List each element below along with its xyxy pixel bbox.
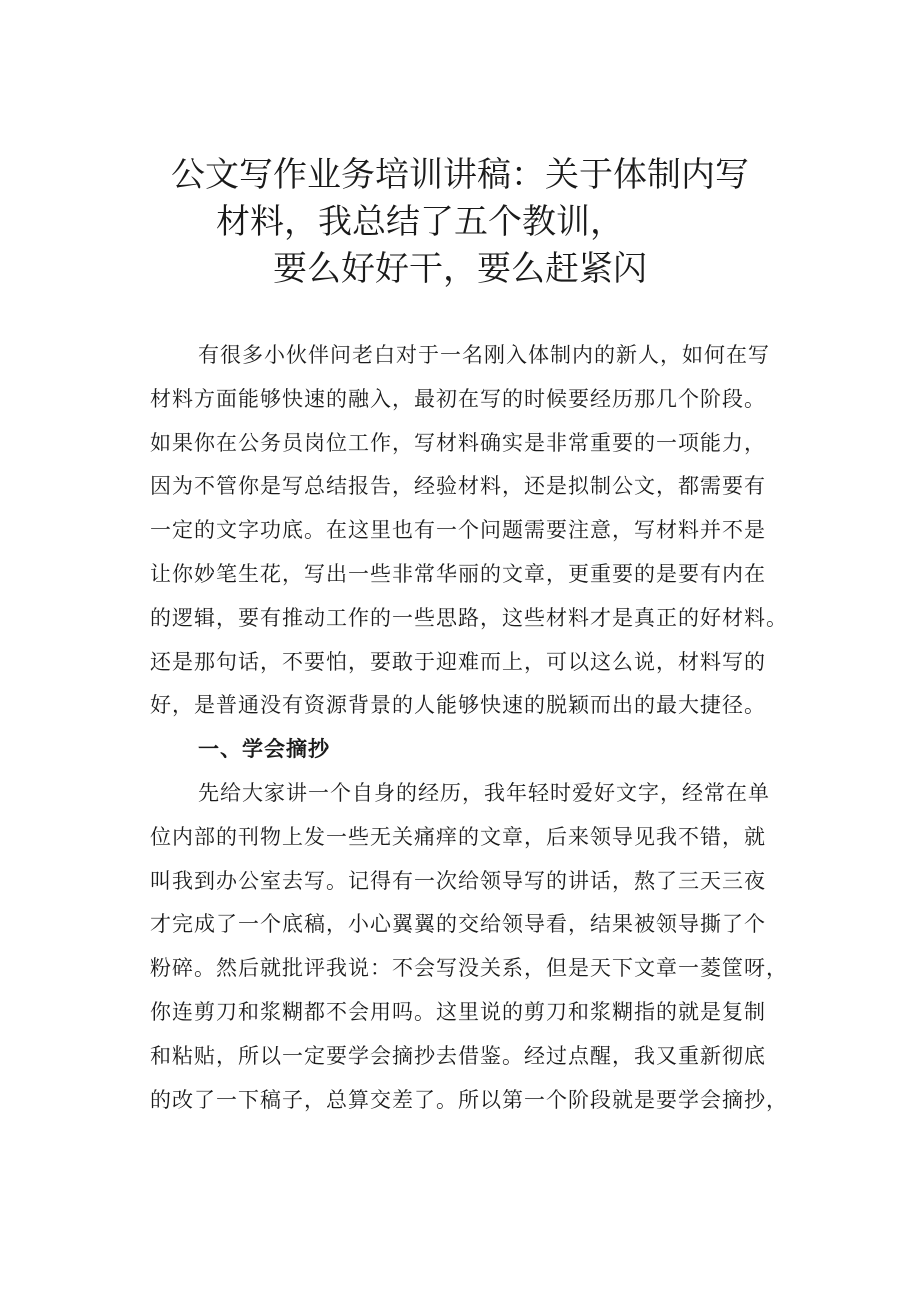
text-line: 的逻辑，要有推动工作的一些思路，这些材料才是真正的好材料。 xyxy=(150,605,788,630)
text-line: 好，是普通没有资源背景的人能够快速的脱颖而出的最大捷径。 xyxy=(150,693,766,718)
text-line: 粉碎。然后就批评我说：不会写没关系，但是天下文章一菱筐呀， xyxy=(150,956,788,981)
paragraph-section1 xyxy=(150,772,815,1122)
document-title xyxy=(120,152,800,293)
title-line: 要么好好干，要么赶紧闪 xyxy=(273,249,647,289)
title-line: 材料，我总结了五个教训， xyxy=(216,202,624,242)
text-line: 先给大家讲一个自身的经历，我年轻时爱好文字，经常在单 xyxy=(198,780,770,805)
text-line: 叫我到办公室去写。记得有一次给领导写的讲话，熬了三天三夜 xyxy=(150,868,766,893)
title-line: 公文写作业务培训讲稿：关于体制内写 xyxy=(171,155,749,195)
text-line: 材料方面能够快速的融入，最初在写的时候要经历那几个阶段。 xyxy=(150,386,766,411)
text-line: 位内部的刊物上发一些无关痛痒的文章，后来领导见我不错，就 xyxy=(150,824,766,849)
text-line: 的改了一下稿子，总算交差了。所以第一个阶段就是要学会摘抄， xyxy=(150,1087,788,1112)
text-line: 和粘贴，所以一定要学会摘抄去借鉴。经过点醒，我又重新彻底 xyxy=(150,1043,766,1068)
text-line: 有很多小伙伴问老白对于一名刚入体制内的新人，如何在写 xyxy=(198,343,770,367)
text-line: 如果你在公务员岗位工作，写材料确实是非常重要的一项能力， xyxy=(150,430,766,455)
text-line: 一定的文字功底。在这里也有一个问题需要注意，写材料并不是 xyxy=(150,518,766,543)
section-heading: 一、学会摘抄 xyxy=(198,737,330,762)
text-line: 才完成了一个底稿，小心翼翼的交给领导看，结果被领导撕了个 xyxy=(150,912,766,937)
text-line: 你连剪刀和浆糊都不会用吗。这里说的剪刀和浆糊指的就是复制 xyxy=(150,999,766,1024)
paragraph-intro xyxy=(150,334,815,728)
text-line: 让你妙笔生花，写出一些非常华丽的文章，更重要的是要有内在 xyxy=(150,561,766,586)
document-body xyxy=(150,334,815,1122)
text-line: 还是那句话，不要怕，要敢于迎难而上，可以这么说，材料写的 xyxy=(150,649,766,674)
text-line: 因为不管你是写总结报告，经验材料，还是拟制公文，都需要有 xyxy=(150,474,766,499)
